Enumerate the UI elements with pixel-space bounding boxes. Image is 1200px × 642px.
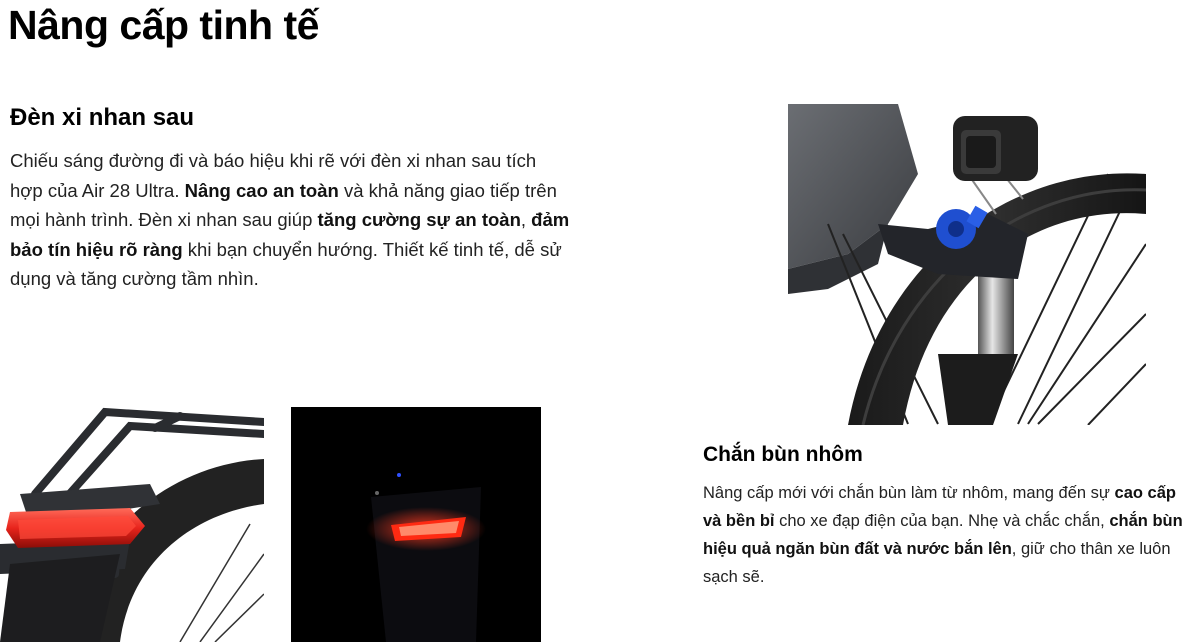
rear-light-heading: Đèn xi nhan sau xyxy=(10,104,195,131)
emphasis-text: chắn bùn hiệu quả ngăn bùn đất và nước bắn lên xyxy=(703,512,1183,558)
body-text: khi bạn chuyển hướng. Thiết kế tinh tế, dễ sử dụng và tăng cường tầm nhìn. xyxy=(10,238,562,289)
emphasis-text: tăng cường sự an toàn xyxy=(317,209,521,230)
fender-heading: Chắn bùn nhôm xyxy=(703,443,863,466)
emphasis-text: đảm bảo tín hiệu rõ ràng xyxy=(10,209,570,260)
body-text: và khả năng giao tiếp trên mọi hành trình. Đèn xi nhan sau giúp xyxy=(10,179,557,230)
page-title: Nâng cấp tinh tế xyxy=(8,2,319,48)
front-fender-headlight-image xyxy=(788,104,1146,425)
body-text: Chiếu sáng đường đi và báo hiệu khi rẽ với đèn xi nhan sau tích hợp của Air 28 Ultra. xyxy=(10,150,537,201)
emphasis-text: cao cấp và bền bỉ xyxy=(703,484,1176,530)
fender-description xyxy=(703,479,1195,591)
body-text: , giữ cho thân xe luôn sạch sẽ. xyxy=(703,540,1171,586)
rear-rack-tail-light-image xyxy=(0,404,264,642)
rear-light-description xyxy=(10,146,570,294)
body-text: cho xe đạp điện của bạn. Nhẹ và chắc chắn, xyxy=(774,512,1110,530)
emphasis-text: Nâng cao an toàn xyxy=(184,179,339,201)
body-text: , xyxy=(520,209,532,230)
body-text: Nâng cấp mới với chắn bùn làm từ nhôm, mang đến sự xyxy=(703,484,1115,502)
tail-light-night-image xyxy=(291,407,541,642)
